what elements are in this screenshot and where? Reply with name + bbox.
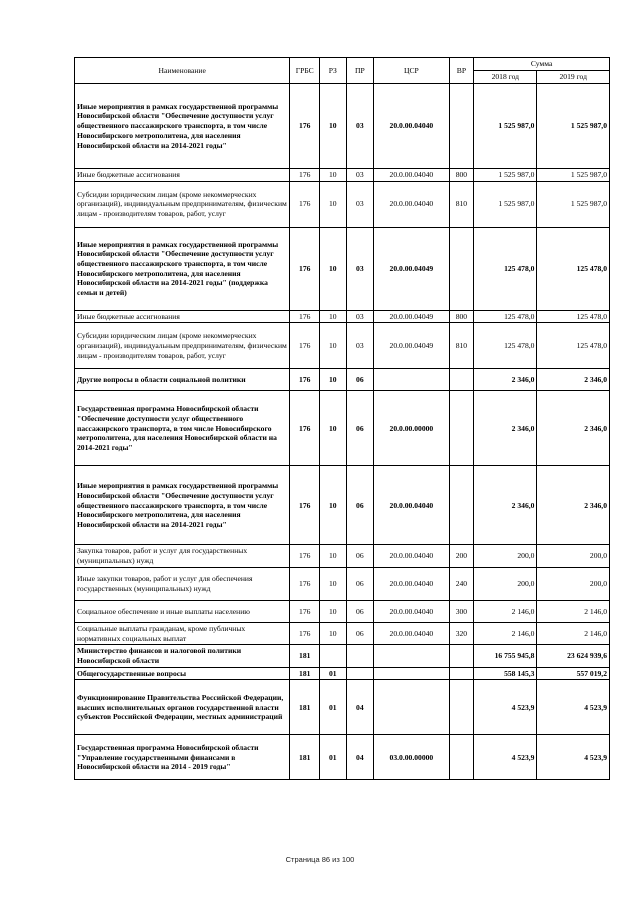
- row-sum-2019-cell: 2 346,0: [537, 369, 610, 391]
- table-header: [75, 58, 610, 84]
- row-pr-cell: 06: [346, 545, 374, 567]
- row-vr-cell: [449, 735, 474, 780]
- row-pr-cell: 03: [346, 84, 374, 169]
- row-sum-2019-cell: 2 346,0: [537, 391, 610, 466]
- row-vr-cell: 300: [449, 600, 474, 622]
- header-year-2018: 2018 год: [474, 71, 537, 84]
- row-grbs-cell: 176: [290, 227, 320, 310]
- header-sum: Сумма: [474, 58, 610, 71]
- row-csr-cell: 20.0.00.04040: [374, 545, 450, 567]
- row-name-cell: Иные мероприятия в рамках государственной программы Новосибирской области "Обеспечение доступности услуг общественного пассажирского транспорта, в том числе Новосибирского метрополитена, для населения Новосибирской области на 2014-2021 годы" (поддержка семьи и детей): [75, 227, 290, 310]
- row-sum-2018-cell: 200,0: [474, 567, 537, 600]
- row-vr-cell: [449, 645, 474, 667]
- row-sum-2018-cell: 2 146,0: [474, 622, 537, 644]
- row-name-cell: Закупка товаров, работ и услуг для государственных (муниципальных) нужд: [75, 545, 290, 567]
- page-footer: Страница 86 из 100: [285, 855, 355, 864]
- header-year-2019: 2019 год: [537, 71, 610, 84]
- row-grbs-cell: 176: [290, 84, 320, 169]
- row-pr-cell: 04: [346, 680, 374, 735]
- row-csr-cell: [374, 667, 450, 680]
- row-vr-cell: 810: [449, 323, 474, 369]
- row-name-cell: Социальное обеспечение и иные выплаты населению: [75, 600, 290, 622]
- row-name-cell: Субсидии юридическим лицам (кроме некоммерческих организаций), индивидуальным предпринимателям, физическим лицам - производителям товаров, работ, услуг: [75, 181, 290, 227]
- row-name-cell: Государственная программа Новосибирской области "Управление государственными финансами в Новосибирской области на 2014 - 2019 годы": [75, 735, 290, 780]
- row-grbs-cell: 176: [290, 391, 320, 466]
- row-rz-cell: 10: [320, 84, 347, 169]
- table-row: [75, 645, 610, 667]
- row-sum-2018-cell: 125 478,0: [474, 310, 537, 323]
- row-pr-cell: 04: [346, 735, 374, 780]
- row-sum-2018-cell: 1 525 987,0: [474, 181, 537, 227]
- table-row: [75, 680, 610, 735]
- row-pr-cell: 03: [346, 181, 374, 227]
- row-sum-2018-cell: 200,0: [474, 545, 537, 567]
- header-pr: ПР: [346, 58, 374, 84]
- row-rz-cell: 10: [320, 181, 347, 227]
- row-vr-cell: [449, 369, 474, 391]
- row-vr-cell: 810: [449, 181, 474, 227]
- row-grbs-cell: 176: [290, 169, 320, 182]
- table-row: [75, 600, 610, 622]
- row-grbs-cell: 181: [290, 645, 320, 667]
- row-pr-cell: 06: [346, 622, 374, 644]
- header-csr: ЦСР: [374, 58, 450, 84]
- row-sum-2019-cell: 125 478,0: [537, 323, 610, 369]
- row-rz-cell: 10: [320, 323, 347, 369]
- row-csr-cell: 20.0.00.04049: [374, 227, 450, 310]
- row-name-cell: Социальные выплаты гражданам, кроме публичных нормативных социальных выплат: [75, 622, 290, 644]
- row-csr-cell: 20.0.00.04040: [374, 567, 450, 600]
- row-vr-cell: 200: [449, 545, 474, 567]
- row-vr-cell: [449, 391, 474, 466]
- row-name-cell: Субсидии юридическим лицам (кроме некоммерческих организаций), индивидуальным предпринимателям, физическим лицам - производителям товаров, работ, услуг: [75, 323, 290, 369]
- row-sum-2018-cell: 4 523,9: [474, 735, 537, 780]
- row-csr-cell: 20.0.00.04040: [374, 622, 450, 644]
- row-csr-cell: 20.0.00.04049: [374, 323, 450, 369]
- row-pr-cell: 03: [346, 310, 374, 323]
- row-pr-cell: [346, 645, 374, 667]
- row-grbs-cell: 181: [290, 680, 320, 735]
- row-name-cell: Министерство финансов и налоговой политики Новосибирской области: [75, 645, 290, 667]
- row-pr-cell: 03: [346, 323, 374, 369]
- row-sum-2018-cell: 4 523,9: [474, 680, 537, 735]
- row-sum-2019-cell: 200,0: [537, 567, 610, 600]
- row-sum-2019-cell: 4 523,9: [537, 680, 610, 735]
- row-csr-cell: [374, 369, 450, 391]
- row-sum-2019-cell: 125 478,0: [537, 310, 610, 323]
- row-pr-cell: 06: [346, 391, 374, 466]
- row-name-cell: Иные мероприятия в рамках государственной программы Новосибирской области "Обеспечение доступности услуг общественного пассажирского транспорта, в том числе Новосибирского метрополитена, для населения Новосибирской области на 2014-2021 годы": [75, 466, 290, 545]
- row-sum-2018-cell: 1 525 987,0: [474, 84, 537, 169]
- row-rz-cell: 01: [320, 680, 347, 735]
- row-pr-cell: 03: [346, 169, 374, 182]
- row-pr-cell: [346, 667, 374, 680]
- table-row: [75, 227, 610, 310]
- row-vr-cell: [449, 667, 474, 680]
- row-csr-cell: [374, 680, 450, 735]
- budget-table: [74, 57, 610, 780]
- header-vr: ВР: [449, 58, 474, 84]
- table-body: [75, 84, 610, 780]
- table-row: [75, 181, 610, 227]
- row-rz-cell: 10: [320, 369, 347, 391]
- row-grbs-cell: 181: [290, 667, 320, 680]
- row-sum-2019-cell: 2 146,0: [537, 600, 610, 622]
- row-grbs-cell: 176: [290, 600, 320, 622]
- row-sum-2018-cell: 125 478,0: [474, 227, 537, 310]
- row-name-cell: Иные мероприятия в рамках государственной программы Новосибирской области "Обеспечение доступности услуг общественного пассажирского транспорта, в том числе Новосибирского метрополитена, для населения Новосибирской области на 2014-2021 годы": [75, 84, 290, 169]
- row-csr-cell: 20.0.00.00000: [374, 391, 450, 466]
- row-rz-cell: 01: [320, 735, 347, 780]
- row-pr-cell: 06: [346, 567, 374, 600]
- header-name: Наименование: [75, 58, 290, 84]
- row-sum-2019-cell: 1 525 987,0: [537, 181, 610, 227]
- row-rz-cell: 10: [320, 310, 347, 323]
- row-vr-cell: 320: [449, 622, 474, 644]
- row-pr-cell: 03: [346, 227, 374, 310]
- row-name-cell: Иные бюджетные ассигнования: [75, 310, 290, 323]
- row-vr-cell: [449, 84, 474, 169]
- row-rz-cell: 10: [320, 466, 347, 545]
- row-sum-2019-cell: 2 146,0: [537, 622, 610, 644]
- row-csr-cell: 03.0.00.00000: [374, 735, 450, 780]
- table-row: [75, 735, 610, 780]
- table-row: [75, 622, 610, 644]
- row-sum-2018-cell: 2 146,0: [474, 600, 537, 622]
- row-name-cell: Государственная программа Новосибирской области "Обеспечение доступности услуг общественного пассажирского транспорта, в том числе Новосибирского метрополитена, для населения Новосибирской области на 2014-2021 годы": [75, 391, 290, 466]
- row-name-cell: Иные бюджетные ассигнования: [75, 169, 290, 182]
- row-name-cell: Общегосударственные вопросы: [75, 667, 290, 680]
- row-sum-2019-cell: 2 346,0: [537, 466, 610, 545]
- row-rz-cell: 10: [320, 622, 347, 644]
- row-grbs-cell: 176: [290, 466, 320, 545]
- table-row: [75, 391, 610, 466]
- row-sum-2018-cell: 125 478,0: [474, 323, 537, 369]
- row-grbs-cell: 176: [290, 369, 320, 391]
- row-rz-cell: 10: [320, 391, 347, 466]
- row-name-cell: Другие вопросы в области социальной политики: [75, 369, 290, 391]
- row-vr-cell: 800: [449, 310, 474, 323]
- table-row: [75, 84, 610, 169]
- table-row: [75, 369, 610, 391]
- row-rz-cell: 10: [320, 227, 347, 310]
- table-row: [75, 323, 610, 369]
- row-rz-cell: [320, 645, 347, 667]
- row-sum-2019-cell: 125 478,0: [537, 227, 610, 310]
- row-sum-2019-cell: 1 525 987,0: [537, 84, 610, 169]
- row-rz-cell: 10: [320, 545, 347, 567]
- row-name-cell: Функционирование Правительства Российской Федерации, высших исполнительных органов государственной власти субъектов Российской Федерации, местных администраций: [75, 680, 290, 735]
- table-row: [75, 545, 610, 567]
- row-grbs-cell: 176: [290, 622, 320, 644]
- row-vr-cell: 800: [449, 169, 474, 182]
- row-pr-cell: 06: [346, 600, 374, 622]
- row-sum-2019-cell: 200,0: [537, 545, 610, 567]
- row-sum-2018-cell: 558 145,3: [474, 667, 537, 680]
- row-rz-cell: 10: [320, 600, 347, 622]
- row-csr-cell: 20.0.00.04040: [374, 84, 450, 169]
- row-sum-2019-cell: 557 019,2: [537, 667, 610, 680]
- row-pr-cell: 06: [346, 466, 374, 545]
- table-row: [75, 169, 610, 182]
- row-grbs-cell: 176: [290, 323, 320, 369]
- row-sum-2018-cell: 2 346,0: [474, 369, 537, 391]
- row-vr-cell: [449, 227, 474, 310]
- row-csr-cell: 20.0.00.04040: [374, 466, 450, 545]
- row-sum-2019-cell: 4 523,9: [537, 735, 610, 780]
- row-grbs-cell: 176: [290, 181, 320, 227]
- row-sum-2018-cell: 2 346,0: [474, 391, 537, 466]
- row-vr-cell: [449, 680, 474, 735]
- row-sum-2019-cell: 1 525 987,0: [537, 169, 610, 182]
- table-row: [75, 567, 610, 600]
- header-grbs: ГРБС: [290, 58, 320, 84]
- header-rz: РЗ: [320, 58, 347, 84]
- row-csr-cell: [374, 645, 450, 667]
- row-vr-cell: 240: [449, 567, 474, 600]
- row-rz-cell: 10: [320, 169, 347, 182]
- row-csr-cell: 20.0.00.04040: [374, 600, 450, 622]
- row-sum-2018-cell: 16 755 945,8: [474, 645, 537, 667]
- row-name-cell: Иные закупки товаров, работ и услуг для обеспечения государственных (муниципальных) нужд: [75, 567, 290, 600]
- row-rz-cell: 10: [320, 567, 347, 600]
- row-csr-cell: 20.0.00.04040: [374, 169, 450, 182]
- row-sum-2019-cell: 23 624 939,6: [537, 645, 610, 667]
- row-vr-cell: [449, 466, 474, 545]
- row-sum-2018-cell: 1 525 987,0: [474, 169, 537, 182]
- row-sum-2018-cell: 2 346,0: [474, 466, 537, 545]
- row-grbs-cell: 181: [290, 735, 320, 780]
- row-grbs-cell: 176: [290, 567, 320, 600]
- table-row: [75, 310, 610, 323]
- table-row: [75, 667, 610, 680]
- table-row: [75, 466, 610, 545]
- row-grbs-cell: 176: [290, 545, 320, 567]
- row-rz-cell: 01: [320, 667, 347, 680]
- row-grbs-cell: 176: [290, 310, 320, 323]
- row-csr-cell: 20.0.00.04049: [374, 310, 450, 323]
- row-pr-cell: 06: [346, 369, 374, 391]
- row-csr-cell: 20.0.00.04040: [374, 181, 450, 227]
